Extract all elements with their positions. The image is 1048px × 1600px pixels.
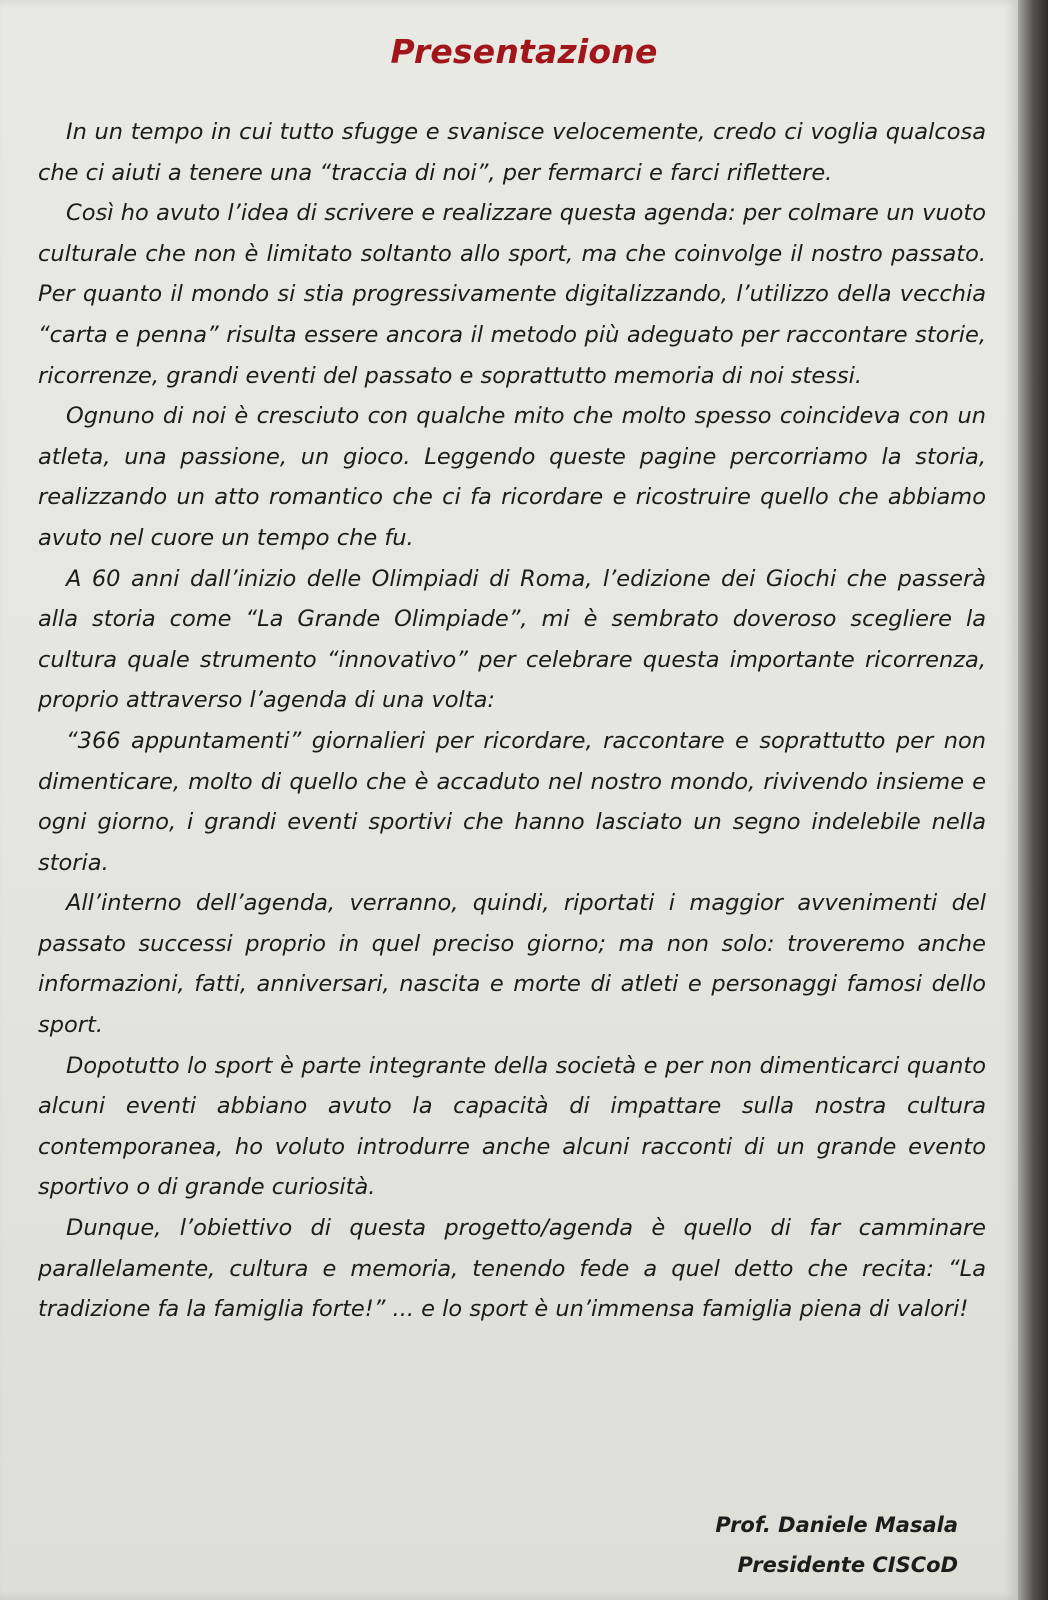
paragraph: Così ho avuto l’idea di scrivere e realizzare questa agenda: per colmare un vuoto culturale che non è limitato soltanto allo sport, ma che coinvolge il nostro passato. Per quanto il mondo si stia progressivamente digitalizzando, l’utilizzo della vecchia “carta e penna” risulta essere ancora il metodo più adeguato per raccontare storie, ricorrenze, grandi eventi del passato e soprattutto memoria di noi stessi. [38,200,986,389]
paragraph: All’interno dell’agenda, verranno, quindi, riportati i maggior avvenimenti del passato successi proprio in quel preciso giorno; ma non solo: troveremo anche informazioni, fatti, anniversari, nascita e morte di atleti e personaggi famosi dello sport. [38,890,986,1039]
book-binding-edge [1018,0,1048,1600]
signature-block [715,1505,958,1585]
page-title: Presentazione [390,32,658,71]
paragraph: Ognuno di noi è cresciuto con qualche mito che molto spesso coincideva con un atleta, una passione, un gioco. Leggendo queste pagine percorriamo la storia, realizzando un atto romantico che ci fa ricordare e ricostruire quello che abbiamo avuto nel cuore un tempo che fu. [38,403,986,551]
author-role: Presidente CISCoD [737,1553,958,1577]
paragraph: In un tempo in cui tutto sfugge e svanisce velocemente, credo ci voglia qualcosa che ci aiuti a tenere una “traccia di noi”, per fermarci e farci riflettere. [38,119,986,186]
paragraph: Dopotutto lo sport è parte integrante della società e per non dimenticarci quanto alcuni eventi abbiano avuto la capacità di impattare sulla nostra cultura contemporanea, ho voluto introdurre anche alcuni racconti di un grande evento sportivo o di grande curiosità. [38,1052,986,1201]
paragraph: A 60 anni dall’inizio delle Olimpiadi di Roma, l’edizione dei Giochi che passerà alla storia come “La Grande Olimpiade”, mi è sembrato doveroso scegliere la cultura quale strumento “innovativo” per celebrare questa importante ricorrenza, proprio attraverso l’agenda di una volta: [38,565,986,714]
paragraph: “366 appuntamenti” giornalieri per ricordare, raccontare e soprattutto per non dimenticare, molto di quello che è accaduto nel nostro mondo, rivivendo insieme e ogni giorno, i grandi eventi sportivi che hanno lasciato un segno indelebile nella storia. [38,727,986,876]
presentation-body [38,112,986,1330]
author-name: Prof. Daniele Masala [715,1513,958,1537]
paragraph: Dunque, l’obiettivo di questa progetto/agenda è quello di far camminare parallelamente, cultura e memoria, tenendo fede a quel detto che recita: “La tradizione fa la famiglia forte!” ... e lo sport è un’immensa famiglia piena di valori! [38,1215,986,1323]
